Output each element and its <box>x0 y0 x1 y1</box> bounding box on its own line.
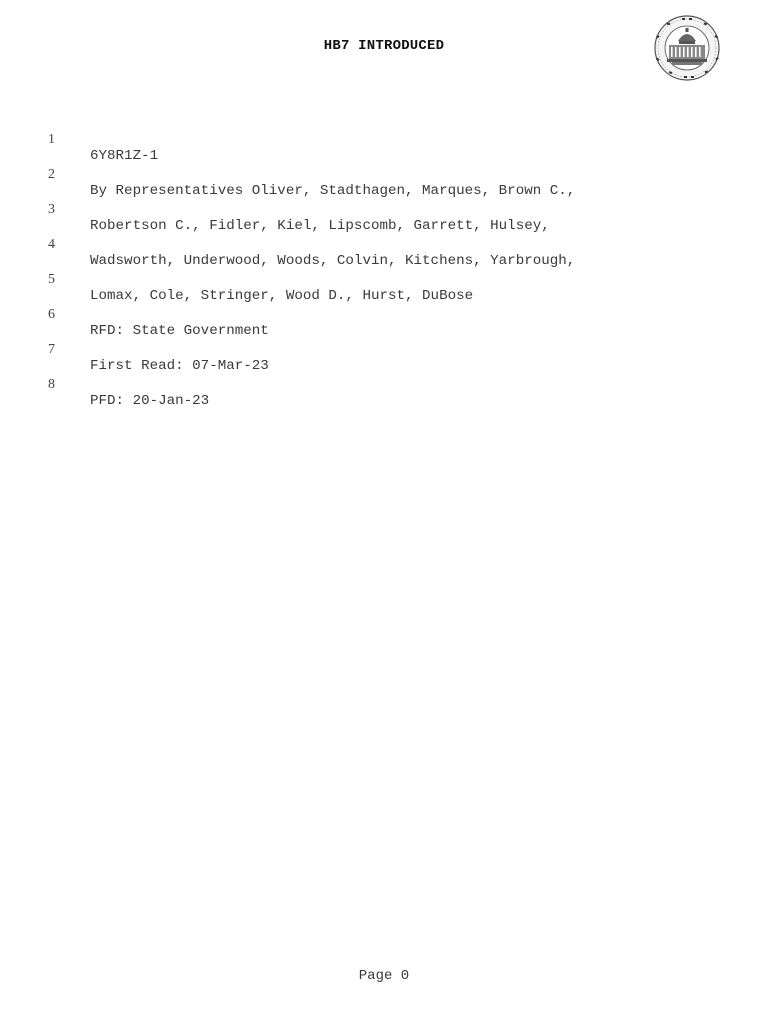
line-text: Lomax, Cole, Stringer, Wood D., Hurst, DuBose <box>90 288 474 304</box>
line-text: By Representatives Oliver, Stadthagen, Marques, Brown C., <box>90 183 576 199</box>
line-text: First Read: 07-Mar-23 <box>90 358 269 374</box>
line-number: 8 <box>48 377 55 392</box>
line-text: 6Y8R1Z-1 <box>90 148 159 164</box>
line-number: 6 <box>48 307 55 322</box>
page-title: HB7 INTRODUCED <box>323 38 445 54</box>
line-number: 1 <box>48 132 55 147</box>
bill-line-1 <box>0 116 159 164</box>
line-text: RFD: State Government <box>90 323 269 339</box>
line-number: 3 <box>48 202 55 217</box>
state-seal-logo <box>654 15 720 81</box>
line-text: Robertson C., Fidler, Kiel, Lipscomb, Garrett, Hulsey, <box>90 218 550 234</box>
bill-line-6 <box>0 291 269 339</box>
line-number: 2 <box>48 167 55 182</box>
line-text: Wadsworth, Underwood, Woods, Colvin, Kitchens, Yarbrough, <box>90 253 576 269</box>
page-number-footer: Page 0 <box>358 968 410 984</box>
line-text: PFD: 20-Jan-23 <box>90 393 210 409</box>
line-number: 4 <box>48 237 55 252</box>
line-number: 5 <box>48 272 55 287</box>
line-number: 7 <box>48 342 55 357</box>
